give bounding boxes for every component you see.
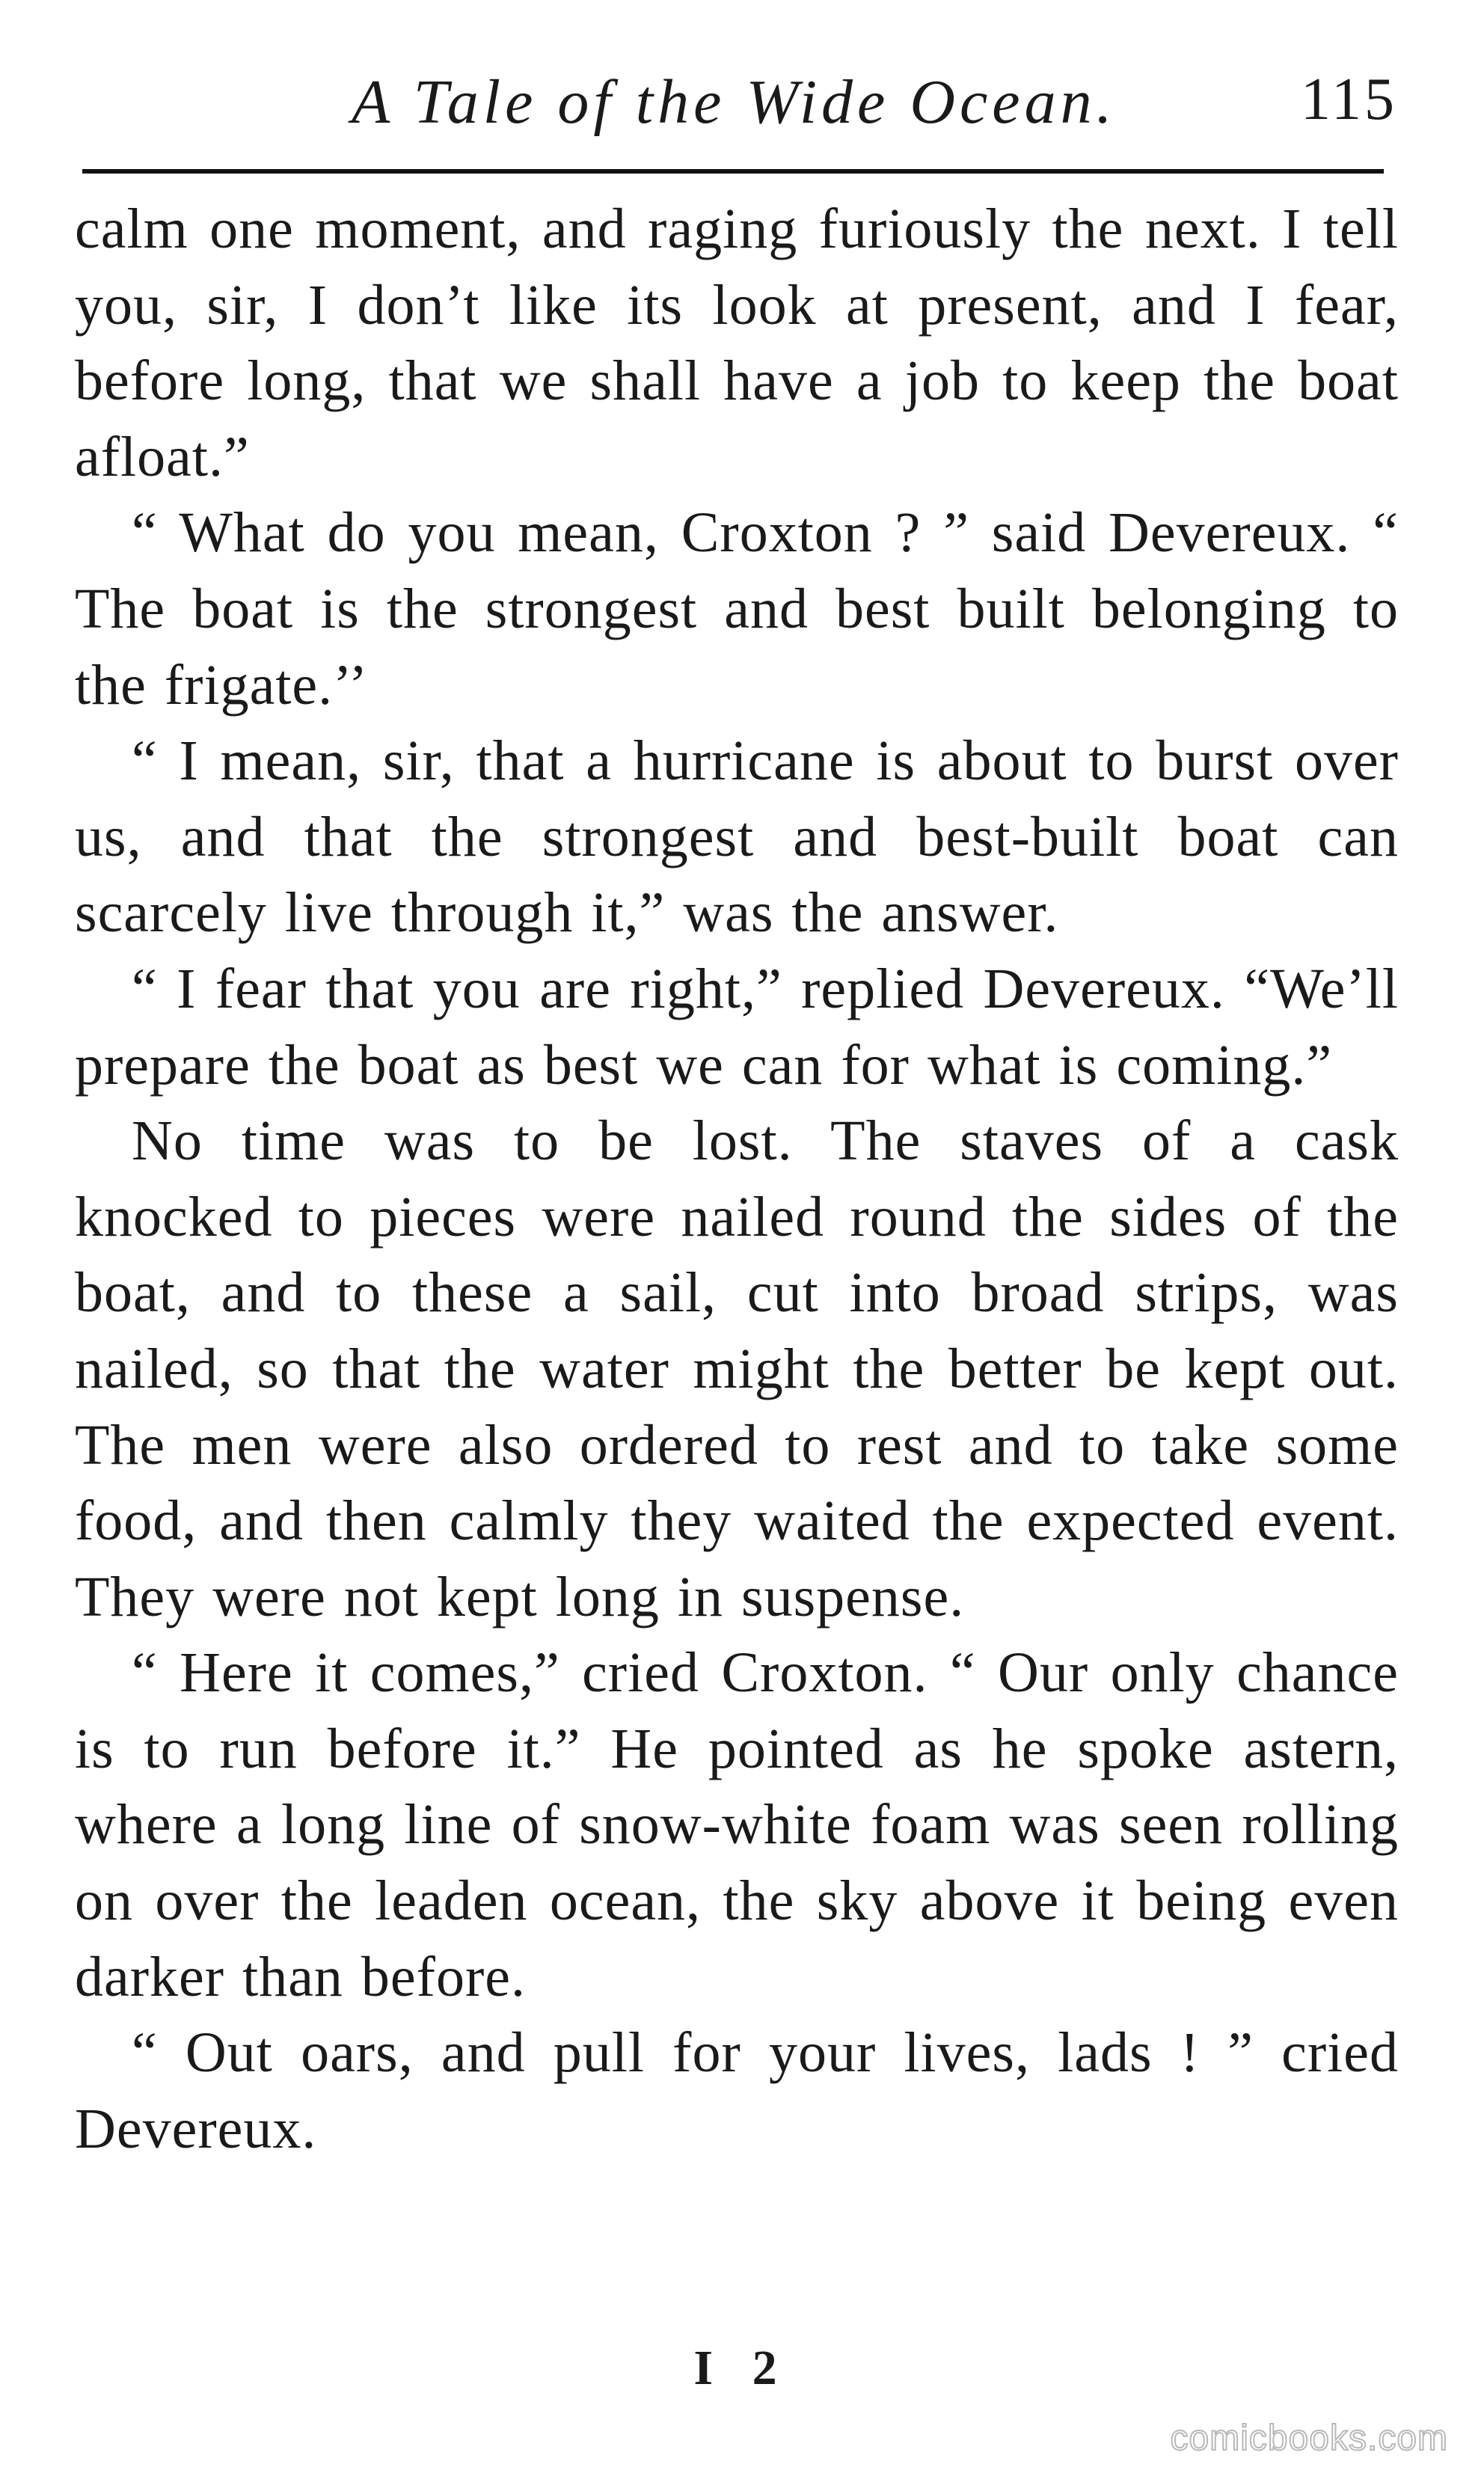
paragraph-4: “ I fear that you are right,” replied Devereux. “We’ll prepare the boat as best we can for what is coming.” (75, 957, 1399, 1097)
paragraph-5: No time was to be lost. The staves of a cask knocked to pieces were nailed round the sides of the boat, and to these a sail, cut into broad strips, was nailed, so that the water might the better be kept out. The men were also ordered to rest and to take some food, and then calmly they waited the expected event. They were not kept long in suspense. (75, 1109, 1399, 1628)
page-number: 115 (1300, 67, 1397, 132)
paragraph-6: “ Here it comes,” cried Croxton. “ Our only chance is to run before it.” He pointed as he spoke astern, where a long line of snow-white foam was seen rolling on over the leaden ocean, the sky above it being even darker than before. (75, 1641, 1399, 2008)
watermark: comicbooks.com (1170, 2418, 1448, 2458)
running-header (82, 66, 1414, 156)
signature-mark: I 2 (693, 2341, 791, 2395)
running-title: A Tale of the Wide Ocean. (352, 67, 1117, 137)
paragraph-3: “ I mean, sir, that a hurricane is about to burst over us, and that the strongest and best-built boat can scarcely live through it,” was the answer. (75, 729, 1399, 945)
paragraph-1: calm one moment, and raging furiously the next. I tell you, sir, I don’t like its look at present, and I fear, before long, that we shall have a job to keep the boat afloat.” (75, 197, 1399, 488)
body-text (75, 191, 1399, 2167)
paragraph-2: “ What do you mean, Croxton ? ” said Devereux. “ The boat is the strongest and best built belonging to the frigate.’’ (75, 501, 1399, 717)
header-rule (82, 169, 1384, 174)
paragraph-7: “ Out oars, and pull for your lives, lads ! ” cried Devereux. (75, 2021, 1399, 2160)
